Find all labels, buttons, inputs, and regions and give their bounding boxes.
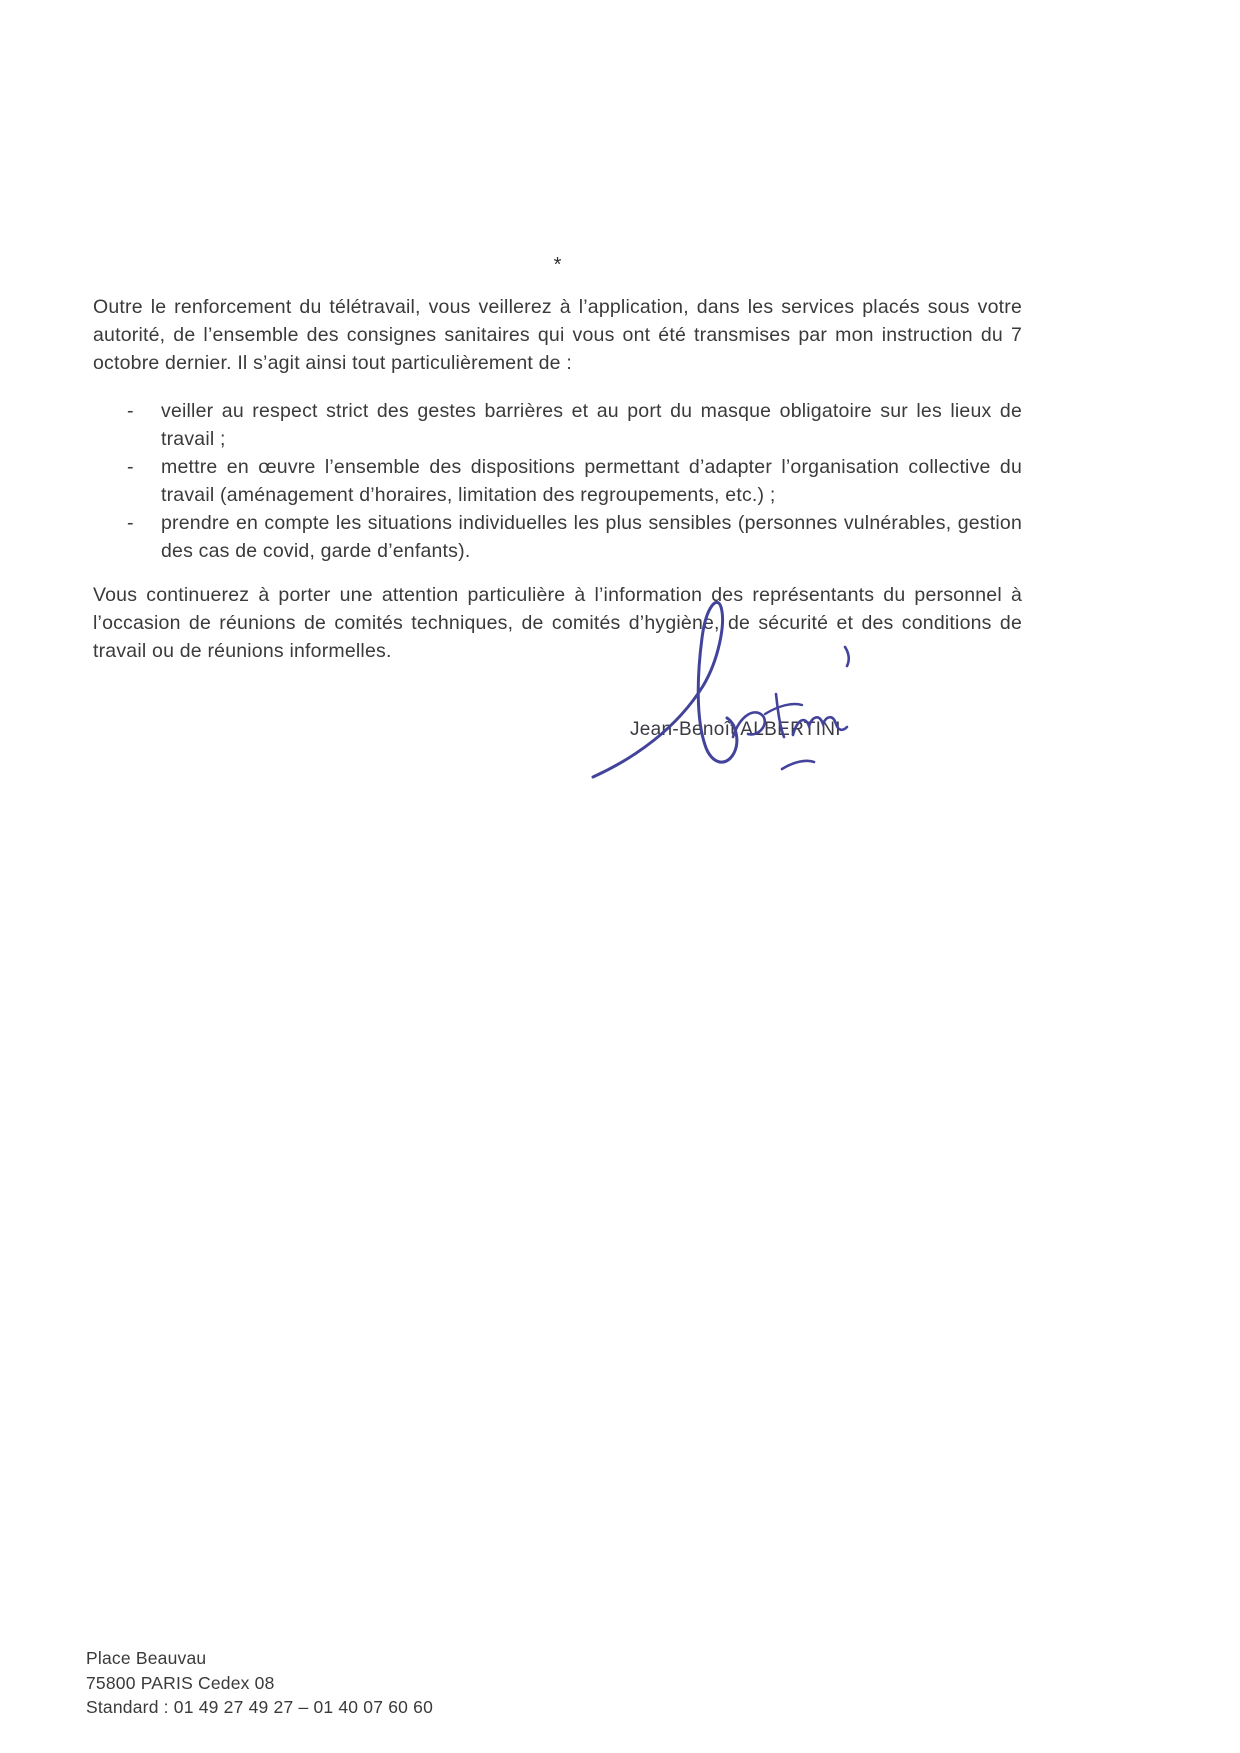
bullet-text: mettre en œuvre l’ensemble des dispositions permettant d’adapter l’organisation collective du travail (aménagement d’horaires, limitation des regroupements, etc.) ;	[161, 456, 1022, 506]
bullet-dash: -	[127, 512, 134, 534]
bullet-text: veiller au respect strict des gestes barrières et au port du masque obligatoire sur les lieux de travail ;	[161, 400, 1022, 450]
footer-address-block	[86, 1646, 433, 1720]
bullet-dash: -	[127, 400, 134, 422]
footer-address-line-2: 75800 PARIS Cedex 08	[86, 1672, 275, 1693]
closing-paragraph: Vous continuerez à porter une attention particulière à l’information des représentants du personnel à l’occasion de réunions de comités techniques, de comités d’hygiène, de sécurité et des conditions de travail ou de réunions informelles.	[93, 584, 1022, 662]
bullet-item	[93, 453, 1022, 509]
footer-phone-line: Standard : 01 49 27 49 27 – 01 40 07 60 60	[86, 1697, 434, 1717]
bullet-text: prendre en compte les situations individuelles les plus sensibles (personnes vulnérables, gestion des cas de covid, garde d’enfants).	[161, 512, 1022, 562]
intro-paragraph: Outre le renforcement du télétravail, vous veillerez à l’application, dans les services placés sous votre autorité, de l’ensemble des consignes sanitaires qui vous ont été transmises par mon instruction du 7 octobre dernier. Il s’agit ainsi tout particulièrement de :	[93, 296, 1022, 374]
handwritten-signature-icon	[555, 596, 885, 786]
bullet-item	[93, 397, 1022, 453]
bullet-item	[93, 509, 1022, 565]
signatory-name: Jean-Benoît ALBERTINI	[630, 719, 841, 740]
footer-address-line-1: Place Beauvau	[86, 1648, 207, 1668]
bullet-dash: -	[127, 456, 134, 478]
separator-asterisk: *	[553, 254, 562, 276]
bullet-list	[93, 397, 1022, 565]
